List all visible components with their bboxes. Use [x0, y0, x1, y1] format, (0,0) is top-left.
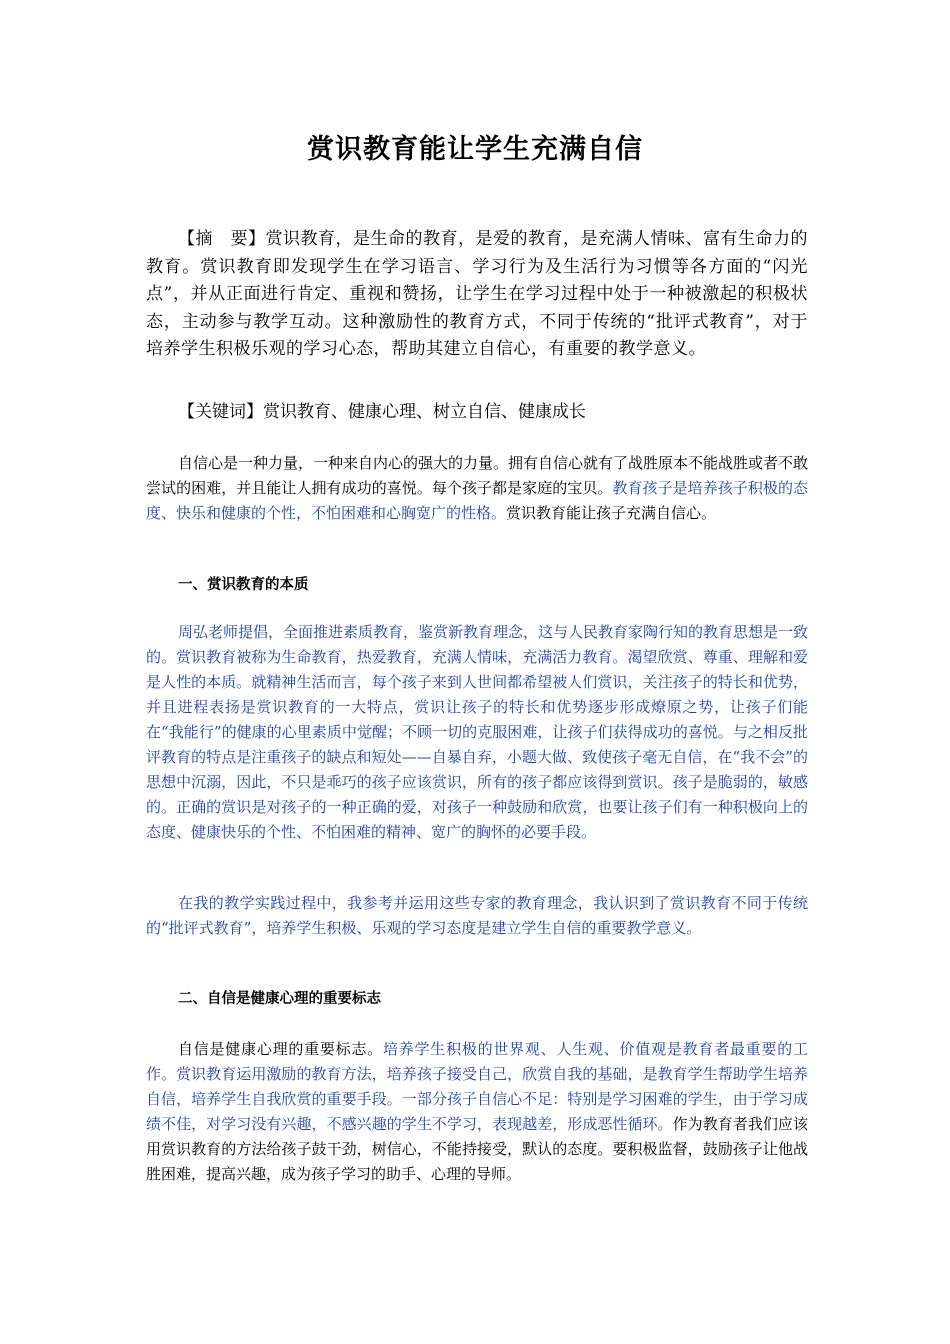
keywords-line — [146, 399, 808, 427]
section-heading-1: 一、赏识教育的本质 — [178, 577, 309, 593]
section1-paragraph-1: 周弘老师提倡，全面推进素质教育，鉴赏新教育理念，这与人民教育家陶行知的教育思想是一致的。赏识教育被称为生命教育，热爱教育，充满人情味，充满活力教育。渴望欣赏、尊重、理解和爱是人性的本质。就精神生活而言，每个孩子来到人世间都希望被人们赏识，关注孩子的特长和优势，并且进程表扬是赏识教育的一大特点，赏识让孩子的特长和优势逐步形成燎原之势，让孩子们能在“我能行”的健康的心里素质中觉醒；不顾一切的克服困难，让孩子们获得成功的喜悦。与之相反批评教育的特点是注重孩子的缺点和短处——自暴自弃，小题大做、致使孩子毫无自信，在“我不会”的思想中沉溺，因此，不只是乖巧的孩子应该赏识，所有的孩子都应该得到赏识。孩子是脆弱的，敏感的。正确的赏识是对孩子的一种正确的爱，对孩子一种鼓励和欣赏，也要让孩子们有一种积极向上的态度、健康快乐的个性、不怕困难的精神、宽广的胸怀的必要手段。 — [146, 623, 809, 841]
intro-text-2: 教育孩子是培养孩子积极的态度、快乐和健康的个性，不怕困难和心胸宽广的性格。 — [146, 479, 808, 522]
section2-text-2: 培养学生积极的世界观、人生观、价值观是教育者最重要的工作。赏识教育运用激励的教育方法，培养孩子接受自己，欣赏自我的基础，是教育学生帮助学生培养自信，培养学生自我欣赏的重要手段。一部分孩子自信心不足：特别是学习困难的学生，由于学习成绩不佳，对学习没有兴趣，不感兴趣的学生不学习，表现越差，形成恶性循环。 — [146, 1040, 808, 1133]
intro-paragraph — [146, 451, 808, 526]
abstract-text: 赏识教育，是生命的教育，是爱的教育，是充满人情味、富有生命力的教育。赏识教育即发现学生在学习语言、学习行为及生活行为习惯等各方面的“闪光点”，并从正面进行肯定、重视和赞扬，让学生在学习过程中处于一种被激起的积极状态，主动参与教学互动。这种激励性的教育方式，不同于传统的“批评式教育”，对于培养学生积极乐观的学习心态，帮助其建立自信心，有重要的教学意义。 — [146, 229, 808, 359]
section1-paragraph-2: 在我的教学实践过程中，我参考并运用这些专家的教育理念，我认识到了赏识教育不同于传统的“批评式教育”，培养学生积极、乐观的学习态度是建立学生自信的重要教学意义。 — [146, 894, 808, 937]
abstract-paragraph — [146, 226, 808, 364]
keywords-text: 赏识教育、健康心理、树立自信、健康成长 — [263, 402, 586, 422]
section2-text-3: 作为教育者我们应该用赏识教育的方法给孩子鼓干劲，树信心，不能持接受，默认的态度。要积极监督，鼓励孩子让他战胜困难，提高兴趣，成为孩子学习的助手、心理的导师。 — [146, 1115, 808, 1183]
section2-paragraph — [146, 1037, 808, 1187]
intro-text-3: 赏识教育能让孩子充满自信心。 — [506, 504, 717, 522]
abstract-label: 【摘 要】 — [178, 229, 266, 249]
section2-text-1: 自信是健康心理的重要标志。 — [178, 1040, 383, 1058]
keywords-label: 【关键词】 — [178, 402, 263, 422]
document-title: 赏识教育能让学生充满自信 — [307, 134, 643, 165]
section-heading-2: 二、自信是健康心理的重要标志 — [178, 991, 381, 1007]
intro-text-1: 自信心是一种力量，一种来自内心的强大的力量。拥有自信心就有了战胜原本不能战胜或者不敢尝试的困难，并且能让人拥有成功的喜悦。每个孩子都是家庭的宝贝。 — [146, 454, 809, 497]
